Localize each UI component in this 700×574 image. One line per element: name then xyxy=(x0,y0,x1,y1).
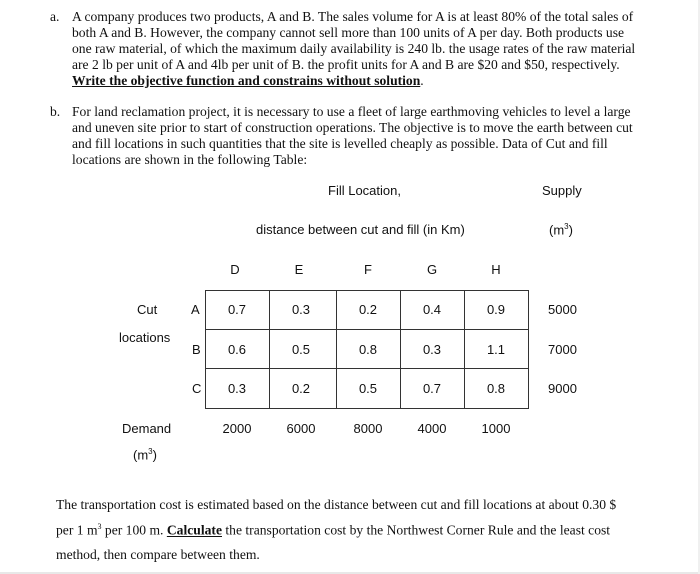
question-a-line-2: both A and B. However, the company cannot sell more than 100 units of A per day. Both products use xyxy=(72,25,625,40)
column-header-g: G xyxy=(426,262,438,277)
table-cell: 0.9 xyxy=(486,302,506,317)
footer-line-1: The transportation cost is estimated based on the distance between cut and fill locations at about 0.30 $ xyxy=(56,497,617,512)
footer-line-3: method, then compare between them. xyxy=(56,547,260,562)
grid-line xyxy=(205,290,529,291)
demand-value-h: 1000 xyxy=(481,421,511,436)
question-a-instruction xyxy=(72,73,424,89)
table-cell: 1.1 xyxy=(486,342,506,357)
table-cell: 0.3 xyxy=(422,342,442,357)
table-cell: 0.5 xyxy=(358,381,378,396)
column-header-h: H xyxy=(491,262,501,277)
distance-header: distance between cut and fill (in Km) xyxy=(256,222,465,237)
column-header-d: D xyxy=(230,262,240,277)
fill-location-header: Fill Location, xyxy=(328,183,401,198)
question-b-line-1: For land reclamation project, it is necessary to use a fleet of large earthmoving vehicles to level a large xyxy=(72,104,631,119)
grid-line xyxy=(205,329,529,330)
cut-label: Cut xyxy=(137,302,158,317)
table-cell: 0.6 xyxy=(227,342,247,357)
supply-value-c: 9000 xyxy=(548,381,577,396)
demand-value-f: 8000 xyxy=(353,421,383,436)
locations-label: locations xyxy=(119,330,171,345)
demand-label: Demand xyxy=(122,421,172,436)
column-header-e: E xyxy=(294,262,304,277)
row-label-c: C xyxy=(192,381,202,396)
grid-line xyxy=(205,408,529,409)
table-cell: 0.8 xyxy=(486,381,506,396)
question-a-marker: a. xyxy=(50,9,60,24)
table-cell: 0.7 xyxy=(227,302,247,317)
table-cell: 0.4 xyxy=(422,302,442,317)
question-b-line-3: and fill locations in such quantities that the site is levelled cheaply as possible. Data of Cut and fill xyxy=(72,136,608,151)
question-a-line-4: are 2 lb per unit of A and 4lb per unit of B. the profit units for A and B are $20 and $50, respectively. xyxy=(72,57,620,72)
table-cell: 0.2 xyxy=(358,302,378,317)
instruction-period: . xyxy=(420,73,424,88)
question-b-line-2: and uneven site prior to start of construction operations. The objective is to move the earth between cut xyxy=(72,120,633,135)
table-cell: 0.5 xyxy=(291,342,311,357)
supply-unit: $(m^3)$ xyxy=(549,222,573,238)
table-cell: 0.2 xyxy=(291,381,311,396)
column-header-f: F xyxy=(364,262,372,277)
demand-value-g: 4000 xyxy=(417,421,447,436)
question-a-line-1: A company produces two products, A and B. The sales volume for A is at least 80% of the total sales of xyxy=(72,9,634,24)
calculate-keyword: Calculate xyxy=(166,522,222,538)
table-cell: 0.7 xyxy=(422,381,442,396)
demand-value-d: 2000 xyxy=(222,421,252,436)
table-cell: 0.8 xyxy=(358,342,378,357)
footer-line-2: per 1 $m^3$ per 100 m. Calculate the transportation cost by the Northwest Corner Rule and the least cost xyxy=(56,522,611,538)
row-label-b: B xyxy=(192,342,201,357)
supply-header: Supply xyxy=(542,183,582,198)
question-b-marker: b. xyxy=(50,104,61,119)
instruction-text: Write the objective function and constrains without solution xyxy=(72,73,421,88)
table-cell: 0.3 xyxy=(291,302,311,317)
grid-line xyxy=(205,368,529,369)
supply-value-a: 5000 xyxy=(548,302,577,317)
supply-value-b: 7000 xyxy=(548,342,577,357)
demand-value-e: 6000 xyxy=(286,421,316,436)
table-cell: 0.3 xyxy=(227,381,247,396)
question-b-line-4: locations are shown in the following Table: xyxy=(72,152,308,167)
row-label-a: A xyxy=(191,302,200,317)
demand-unit: $(m^3)$ xyxy=(133,447,157,463)
question-a-line-3: one raw material, of which the maximum daily availability is 240 lb. the usage rates of the raw material xyxy=(72,41,636,56)
grid-line xyxy=(528,290,529,409)
